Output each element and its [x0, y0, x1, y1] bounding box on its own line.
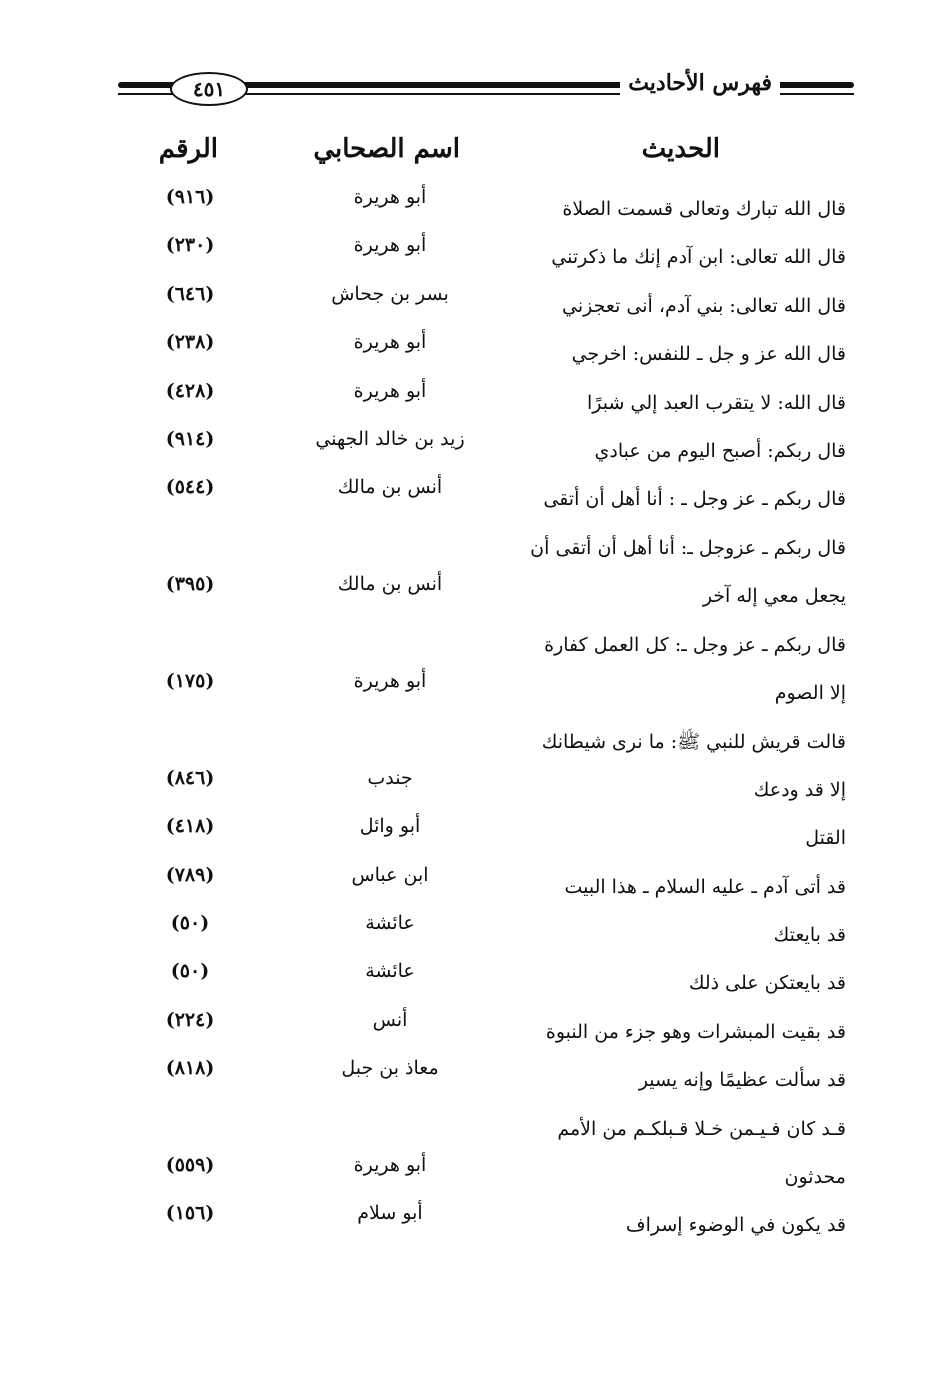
- hadith-text-line: قد بقيت المبشرات وهو جزء من النبوة: [545, 1020, 846, 1043]
- sahabi-name: أنس: [372, 1008, 408, 1031]
- hadith-text-line: القتل: [805, 827, 846, 850]
- hadith-text-line: قال الله تبارك وتعالى قسمت الصلاة: [562, 198, 846, 220]
- sahabi-name: أنس بن مالك: [337, 573, 443, 596]
- sahabi-name: عائشة: [365, 912, 415, 934]
- hadith-number: (٢٢٤): [165, 1008, 215, 1031]
- hadith-number: (٢٣٠): [165, 234, 215, 257]
- hadith-number: (٦٤٦): [165, 282, 215, 305]
- hadith-number: (٥٥٩): [165, 1154, 215, 1176]
- hadith-text-line: محدثون: [784, 1166, 846, 1188]
- hadith-text-line: قـد كان فـيـمن خـلا قـبلكـم من الأمم: [557, 1117, 846, 1140]
- sahabi-name: أبو هريرة: [353, 331, 427, 354]
- hadith-number: (٨٤٦): [165, 766, 215, 789]
- page-header: [118, 66, 854, 110]
- sahabi-name: ابن عباس: [351, 863, 429, 886]
- hadith-number: (٣٩٥): [165, 573, 215, 596]
- hadith-text-line: قال الله: لا يتقرب العبد إلي شبرًا: [587, 391, 846, 414]
- hadith-text-line: قد أتى آدم ـ عليه السلام ـ هذا البيت: [564, 875, 846, 898]
- hadith-number: (٤١٨): [165, 815, 215, 838]
- sahabi-name: أبو هريرة: [353, 234, 427, 257]
- sahabi-name: معاذ بن جبل: [341, 1057, 439, 1080]
- hadith-number: (١٥٦): [165, 1202, 215, 1225]
- sahabi-name: أبو وائل: [359, 815, 421, 838]
- hadith-number: (٧٨٩): [165, 863, 215, 886]
- sahabi-name: أبو هريرة: [353, 670, 427, 692]
- hadith-number: (٤٢٨): [165, 379, 215, 402]
- hadith-text-line: قد بايعتك: [773, 924, 846, 946]
- sahabi-name: بسر بن جحاش: [331, 282, 449, 305]
- page-number: ٤٥١: [170, 72, 248, 106]
- hadith-text-line: قالت قريش للنبي ﷺ: ما نرى شيطانك: [541, 731, 846, 754]
- column-header-sahabi: اسم الصحابي: [313, 134, 460, 164]
- running-title: فهرس الأحاديث: [620, 70, 780, 96]
- hadith-text-line: قال الله عز و جل ـ للنفس: اخرجي: [571, 343, 846, 366]
- sahabi-name: أبو هريرة: [353, 186, 427, 208]
- hadith-text-line: قال ربكم ـ عز وجل ـ : أنا أهل أن أتقى: [543, 488, 846, 511]
- hadith-text-line: قد بايعتكن على ذلك: [688, 972, 846, 995]
- hadith-number: (٢٣٨): [165, 331, 215, 354]
- hadith-number: (٥٤٤): [165, 476, 215, 499]
- hadith-number: (٩١٦): [165, 186, 215, 208]
- hadith-text-line: قال الله تعالى: ابن آدم إنك ما ذكرتني: [551, 246, 846, 269]
- column-header-number: الرقم: [158, 134, 218, 164]
- hadith-text-line: قال الله تعالى: بني آدم، أنى تعجزني: [562, 294, 846, 317]
- sahabi-name: أنس بن مالك: [337, 476, 443, 499]
- hadith-text-line: قال ربكم ـ عزوجل ـ: أنا أهل أن أتقى أن: [530, 536, 846, 559]
- sahabi-name: أبو هريرة: [353, 379, 427, 402]
- hadith-text-line: قد يكون في الوضوء إسراف: [625, 1214, 846, 1237]
- sahabi-name: أبو سلام: [357, 1202, 423, 1225]
- hadith-number: (٨١٨): [165, 1057, 215, 1080]
- hadith-number: (٥٠): [170, 912, 210, 934]
- hadith-number: (٥٠): [170, 960, 210, 983]
- hadith-text-line: يجعل معي إله آخر: [702, 585, 846, 608]
- hadith-text-line: قال ربكم: أصبح اليوم من عبادي: [594, 440, 846, 462]
- column-header-hadith: الحديث: [641, 134, 720, 164]
- hadith-text-line: قال ربكم ـ عز وجل ـ: كل العمل كفارة: [544, 633, 846, 656]
- sahabi-name: أبو هريرة: [353, 1154, 427, 1176]
- sahabi-name: زيد بن خالد الجهني: [315, 428, 465, 450]
- sahabi-name: جندب: [367, 766, 413, 789]
- hadith-number: (٩١٤): [165, 428, 215, 450]
- hadith-text-line: إلا الصوم: [774, 682, 846, 704]
- sahabi-name: عائشة: [365, 960, 415, 983]
- hadith-number: (١٧٥): [165, 670, 215, 692]
- hadith-text-line: قد سألت عظيمًا وإنه يسير: [638, 1069, 846, 1092]
- hadith-text-line: إلا قد ودعك: [753, 778, 846, 801]
